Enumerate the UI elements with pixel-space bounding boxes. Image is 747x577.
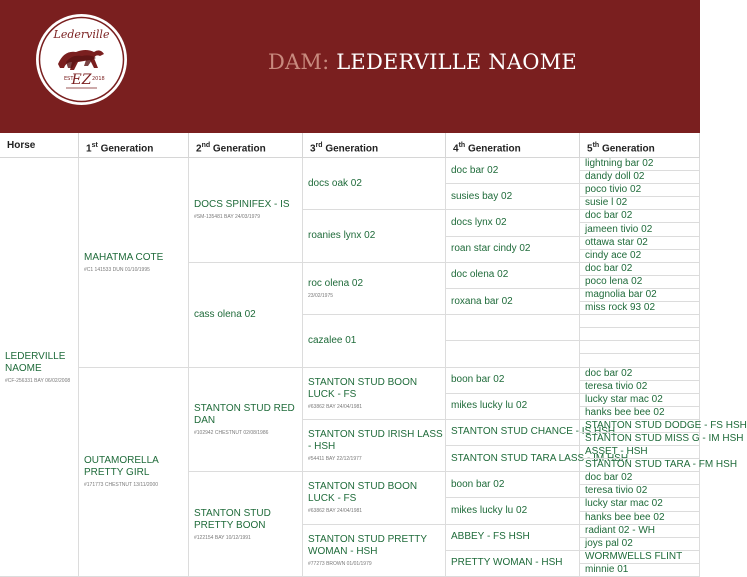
gen3-cell[interactable] xyxy=(303,368,446,420)
gen5-cell-name: STANTON STUD DODGE - FS HSH xyxy=(585,419,747,431)
gen4-cell[interactable] xyxy=(446,394,580,420)
column-header-3: 3rd Generation xyxy=(303,133,446,158)
gen4-cell-name: STANTON STUD TARA LASS - IM HSH xyxy=(451,452,629,464)
gen1-cell[interactable] xyxy=(79,368,189,577)
gen4-cell-name: docs lynx 02 xyxy=(451,216,507,228)
gen5-cell-name: doc bar 02 xyxy=(585,367,633,379)
gen5-cell[interactable] xyxy=(580,512,700,525)
gen5-cell[interactable] xyxy=(580,237,700,250)
title-label: DAM: xyxy=(268,50,330,74)
gen4-cell-name: susies bay 02 xyxy=(451,190,513,202)
gen5-cell[interactable] xyxy=(580,446,700,459)
gen5-cell[interactable] xyxy=(580,407,700,420)
gen3-cell-info: 23/02/1975 xyxy=(308,292,334,299)
gen4-cell[interactable] xyxy=(446,498,580,524)
gen4-cell[interactable] xyxy=(446,237,580,263)
gen2-cell[interactable] xyxy=(189,472,303,577)
gen2-cell-name: cass olena 02 xyxy=(194,308,256,320)
gen5-cell-name: doc bar 02 xyxy=(585,472,633,484)
gen3-cell[interactable] xyxy=(303,420,446,472)
gen4-cell-name: mikes lucky lu 02 xyxy=(451,400,528,412)
gen5-cell[interactable] xyxy=(580,354,700,367)
gen4-cell-name: doc bar 02 xyxy=(451,164,499,176)
gen5-cell-name: lucky star mac 02 xyxy=(585,393,663,405)
gen3-cell-info: #54411 BAY 22/12/1977 xyxy=(308,456,362,463)
gen4-cell[interactable] xyxy=(446,525,580,551)
gen3-cell-name: roc olena 02 xyxy=(308,277,364,289)
gen5-cell[interactable] xyxy=(580,485,700,498)
column-header-2: 2nd Generation xyxy=(189,133,303,158)
gen2-cell-info: #SM-135481 BAY 24/03/1979 xyxy=(194,214,260,221)
gen5-cell[interactable] xyxy=(580,472,700,485)
gen4-cell[interactable] xyxy=(446,210,580,236)
gen5-cell[interactable] xyxy=(580,223,700,236)
gen3-cell-name: roanies lynx 02 xyxy=(308,230,376,242)
gen5-cell[interactable] xyxy=(580,433,744,446)
gen1-cell-info: #C1 141533 DUN 01/10/1995 xyxy=(84,266,150,273)
gen4-cell-name: mikes lucky lu 02 xyxy=(451,505,528,517)
gen1-cell-name: OUTAMORELLA PRETTY GIRL xyxy=(84,455,159,479)
title-horse-name: LEDERVILLE NAOME xyxy=(336,50,577,74)
column-header-0: Horse xyxy=(0,133,79,158)
gen5-cell-name: lucky star mac 02 xyxy=(585,498,663,510)
gen4-cell[interactable] xyxy=(446,368,580,394)
gen5-cell-name: miss rock 93 02 xyxy=(585,302,656,314)
gen5-cell[interactable] xyxy=(580,341,700,354)
gen3-cell[interactable] xyxy=(303,210,446,262)
gen5-cell[interactable] xyxy=(580,381,700,394)
gen5-cell[interactable] xyxy=(580,551,700,564)
gen5-cell-name: WORMWELLS FLINT xyxy=(585,550,683,562)
gen5-cell[interactable] xyxy=(580,315,700,328)
gen2-cell[interactable] xyxy=(189,158,303,263)
logo-year-text: 2018 xyxy=(92,76,105,82)
horse-cell[interactable] xyxy=(0,158,79,577)
gen5-cell-name: STANTON STUD TARA - FM HSH xyxy=(585,459,738,471)
gen3-cell-name: STANTON STUD BOON LUCK - FS xyxy=(308,481,418,505)
gen5-cell[interactable] xyxy=(580,564,700,577)
gen4-cell-name: boon bar 02 xyxy=(451,374,505,386)
gen3-cell[interactable] xyxy=(303,525,446,577)
gen3-cell-info: #77273 BROWN 01/01/1979 xyxy=(308,560,372,567)
gen3-cell[interactable] xyxy=(303,472,446,524)
gen5-cell-name: radiant 02 - WH xyxy=(585,524,656,536)
gen5-cell-name: poco lena 02 xyxy=(585,275,643,287)
gen5-cell-name: doc bar 02 xyxy=(585,210,633,222)
gen5-cell-name: cindy ace 02 xyxy=(585,249,642,261)
gen3-cell-info: #63862 BAY 24/04/1981 xyxy=(308,508,363,515)
logo-monogram: EZ xyxy=(71,72,92,88)
gen5-cell-name: joys pal 02 xyxy=(585,537,633,549)
gen4-cell[interactable] xyxy=(446,420,616,446)
header-banner xyxy=(0,0,700,133)
gen1-cell-info: #171773 CHESTNUT 13/11/2000 xyxy=(84,482,159,489)
gen4-cell[interactable] xyxy=(446,341,580,367)
gen5-cell-name: susie l 02 xyxy=(585,197,628,209)
gen2-cell-info: #102942 CHESTNUT 02/08/1986 xyxy=(194,429,269,436)
horse-cell-info: #CF-256331 BAY 06/02/2008 xyxy=(5,377,71,384)
gen5-cell-name: lightning bar 02 xyxy=(585,158,654,170)
horse-cell-name: LEDERVILLE NAOME xyxy=(5,350,66,374)
gen5-cell-name: poco tivio 02 xyxy=(585,184,642,196)
logo-top-text: Lederville xyxy=(53,28,110,41)
gen3-cell[interactable] xyxy=(303,263,446,315)
gen5-cell-name: teresa tivio 02 xyxy=(585,485,648,497)
gen5-cell-name: doc bar 02 xyxy=(585,262,633,274)
gen2-cell[interactable] xyxy=(189,368,303,473)
gen4-cell-name: PRETTY WOMAN - HSH xyxy=(451,557,563,569)
gen5-cell-name: ottawa star 02 xyxy=(585,236,648,248)
gen4-cell-name: roxana bar 02 xyxy=(451,295,513,307)
gen5-cell[interactable] xyxy=(580,525,700,538)
gen5-cell[interactable] xyxy=(580,158,700,171)
gen4-cell-name: ABBEY - FS HSH xyxy=(451,531,530,543)
gen5-cell-name: STANTON STUD MISS G - IM HSH xyxy=(585,433,744,445)
gen3-cell-name: cazalee 01 xyxy=(308,334,357,346)
gen5-cell-name: hanks bee bee 02 xyxy=(585,406,665,418)
gen5-cell[interactable] xyxy=(580,210,700,223)
gen2-cell-name: DOCS SPINIFEX - IS xyxy=(194,199,290,211)
gen2-cell-info: #122154 BAY 10/12/1991 xyxy=(194,534,251,541)
gen5-cell[interactable] xyxy=(580,302,700,315)
gen5-cell-name: hanks bee bee 02 xyxy=(585,511,665,523)
gen5-cell[interactable] xyxy=(580,171,700,184)
gen4-cell-name: STANTON STUD CHANCE - IS HSH xyxy=(451,426,616,438)
gen4-cell-name: doc olena 02 xyxy=(451,269,509,281)
column-header-5: 5th Generation xyxy=(580,133,700,158)
lederville-logo[interactable] xyxy=(36,14,127,105)
gen5-cell[interactable] xyxy=(580,498,700,511)
gen2-cell[interactable] xyxy=(189,263,303,368)
gen5-cell[interactable] xyxy=(580,328,700,341)
gen5-cell[interactable] xyxy=(580,538,700,551)
gen5-cell[interactable] xyxy=(580,276,700,289)
gen2-cell-name: STANTON STUD PRETTY BOON xyxy=(194,507,271,531)
logo-est-text: EST. xyxy=(64,76,75,82)
column-header-1: 1st Generation xyxy=(79,133,189,158)
gen4-cell[interactable] xyxy=(446,551,580,577)
gen4-cell-name: roan star cindy 02 xyxy=(451,243,531,255)
gen2-cell-name: STANTON STUD RED DAN xyxy=(194,402,295,426)
gen1-cell[interactable] xyxy=(79,158,189,368)
gen4-cell[interactable] xyxy=(446,158,580,184)
gen5-cell[interactable] xyxy=(580,289,700,302)
gen5-cell-name: ASSET - HSH xyxy=(585,446,648,458)
gen5-cell-name: dandy doll 02 xyxy=(585,171,645,183)
gen3-cell-name: STANTON STUD PRETTY WOMAN - HSH xyxy=(308,533,427,557)
gen5-cell[interactable] xyxy=(580,197,700,210)
gen4-cell[interactable] xyxy=(446,472,580,498)
gen3-cell[interactable] xyxy=(303,158,446,210)
gen4-cell[interactable] xyxy=(446,289,580,315)
gen3-cell-name: STANTON STUD IRISH LASS - HSH xyxy=(308,429,443,453)
gen4-cell[interactable] xyxy=(446,263,580,289)
gen3-cell[interactable] xyxy=(303,315,446,367)
gen5-cell[interactable] xyxy=(580,263,700,276)
gen5-cell[interactable] xyxy=(580,184,700,197)
gen4-cell-name: boon bar 02 xyxy=(451,478,505,490)
column-header-4: 4th Generation xyxy=(446,133,580,158)
gen4-cell[interactable] xyxy=(446,315,580,341)
gen1-cell-name: MAHATMA COTE xyxy=(84,251,164,263)
gen3-cell-name: docs oak 02 xyxy=(308,177,362,189)
gen5-cell-name: magnolia bar 02 xyxy=(585,288,657,300)
gen5-cell[interactable] xyxy=(580,250,700,263)
gen5-cell-name: jameen tivio 02 xyxy=(585,223,653,235)
page-title xyxy=(268,50,577,74)
gen5-cell[interactable] xyxy=(580,459,738,472)
gen5-cell[interactable] xyxy=(580,394,700,407)
gen5-cell[interactable] xyxy=(580,419,747,433)
gen5-cell-name: minnie 01 xyxy=(585,563,629,575)
gen5-cell[interactable] xyxy=(580,368,700,381)
gen4-cell[interactable] xyxy=(446,184,580,210)
gen5-cell-name: teresa tivio 02 xyxy=(585,380,648,392)
horse-logo-icon xyxy=(36,14,127,105)
gen3-cell-info: #63862 BAY 24/04/1981 xyxy=(308,403,363,410)
gen3-cell-name: STANTON STUD BOON LUCK - FS xyxy=(308,376,418,400)
